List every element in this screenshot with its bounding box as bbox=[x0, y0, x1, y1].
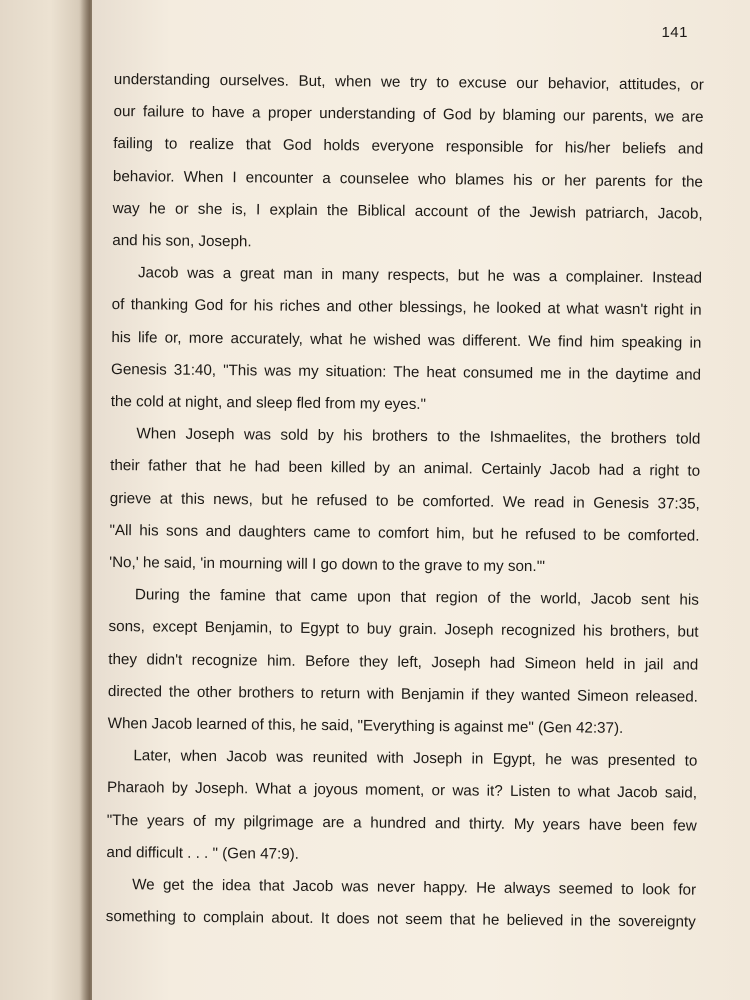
page-body bbox=[106, 64, 704, 939]
right-page bbox=[92, 0, 750, 1000]
text-line: sons, except Benjamin, to Egypt to buy grain. Joseph recognized his brothers, but bbox=[108, 618, 699, 642]
text-line: We get the idea that Jacob was never happy. He always seemed to look for bbox=[132, 876, 697, 899]
text-line: understanding ourselves. But, when we try to excuse our behavior, attitudes, or bbox=[113, 70, 704, 94]
text-line: Genesis 31:40, "This was my situation: The heat consumed me in the daytime and bbox=[110, 360, 702, 384]
text-line: "The years of my pilgrimage are a hundred and thirty. My years have been few bbox=[106, 811, 697, 835]
text-line: way he or she is, I explain the Biblical account of the Jewish patriarch, Jacob, bbox=[112, 199, 703, 223]
text-line: of thanking God for his riches and other blessings, he looked at what wasn't right in bbox=[111, 296, 702, 320]
left-page bbox=[0, 0, 92, 1000]
text-line: something to complain about. It does not seem that he believed in the sovereignty bbox=[105, 908, 696, 931]
text-line: 'No,' he said, 'in mourning will I go down to the grave to my son.'" bbox=[109, 554, 545, 576]
text-line: our failure to have a proper understanding of God by blaming our parents, we are bbox=[113, 103, 704, 126]
text-line: his life or, more accurately, what he wished was different. We find him speaking in bbox=[111, 328, 702, 352]
text-line: "All his sons and daughters came to comfort him, but he refused to be comforted. bbox=[109, 521, 700, 545]
text-line: the cold at night, and sleep fled from my eyes." bbox=[110, 393, 427, 414]
text-line: failing to realize that God holds everyone responsible for his/her beliefs and bbox=[113, 135, 704, 159]
text-line: Later, when Jacob was reunited with Joseph in Egypt, he was presented to bbox=[133, 747, 698, 770]
text-line: and his son, Joseph. bbox=[112, 232, 252, 251]
text-line: grieve at this news, but he refused to be comforted. We read in Genesis 37:35, bbox=[109, 489, 700, 513]
text-line: During the famine that came upon that region of the world, Jacob sent his bbox=[134, 586, 699, 609]
text-line: they didn't recognize him. Before they left, Joseph had Simeon held in jail and bbox=[108, 650, 699, 674]
page-number: 141 bbox=[661, 24, 688, 41]
text-line: their father that he had been killed by an animal. Certainly Jacob had a right to bbox=[110, 457, 701, 481]
text-line: behavior. When I encounter a counselee who blames his or her parents for the bbox=[112, 167, 703, 191]
text-line: Jacob was a great man in many respects, but he was a complainer. Instead bbox=[137, 264, 703, 287]
text-line: When Joseph was sold by his brothers to the Ishmaelites, the brothers told bbox=[136, 425, 701, 448]
text-line: directed the other brothers to return with Benjamin if they wanted Simeon released. bbox=[107, 682, 699, 706]
text-line: When Jacob learned of this, he said, "Everything is against me" (Gen 42:37). bbox=[107, 715, 624, 737]
text-line: Pharaoh by Joseph. What a joyous moment, or was it? Listen to what Jacob said, bbox=[106, 779, 698, 803]
text-line: and difficult . . . " (Gen 47:9). bbox=[106, 843, 300, 863]
